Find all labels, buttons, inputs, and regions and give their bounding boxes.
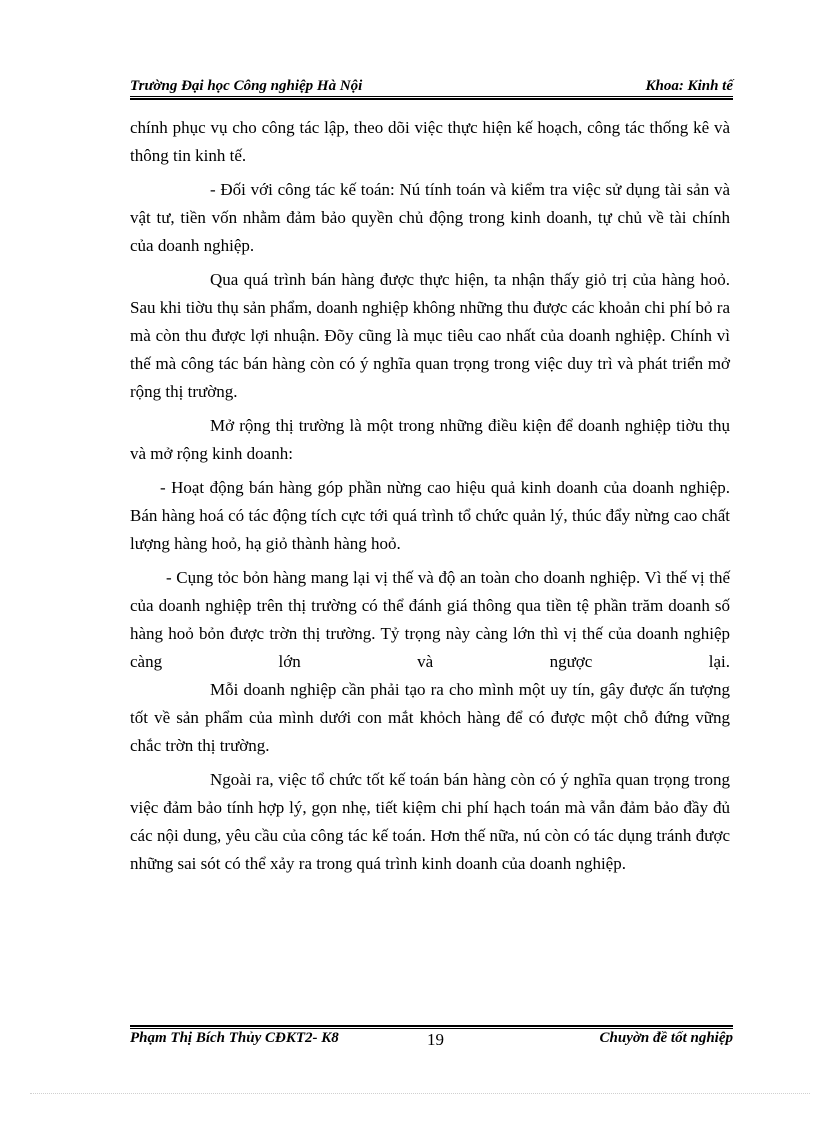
- page-bottom-divider: [30, 1093, 810, 1094]
- header-rule-thin: [130, 96, 733, 97]
- footer-rule-thick: [130, 1025, 733, 1027]
- paragraph-4: Mở rộng thị trường là một trong những điều kiện để doanh nghiệp tiờu thụ và mở rộng kinh doanh:: [130, 416, 730, 463]
- header-school-name: Trường Đại học Công nghiệp Hà Nội: [130, 78, 363, 94]
- paragraph-3: Qua quá trình bán hàng được thực hiện, ta nhận thấy giỏ trị của hàng hoỏ. Sau khi tiờu thụ sản phẩm, doanh nghiệp không những thu được các khoản chi phí bỏ ra mà còn thu được lợi nhuận. Đõy cũng là mục tiêu cao nhất của doanh nghiệp. Chính vì thế mà công tác bán hàng còn có ý nghĩa quan trọng trong việc duy trì và phát triển mở rộng thị trường.: [130, 270, 730, 401]
- paragraph-5: - Hoạt động bán hàng góp phần nừng cao hiệu quả kinh doanh của doanh nghiệp. Bán hàng hoá có tác động tích cực tới quá trình tổ chức quản lý, thúc đẩy nừng cao chất lượng hàng hoỏ, hạ giỏ thành hàng hoỏ.: [130, 478, 730, 553]
- footer-document-type: Chuyờn đề tốt nghiệp: [599, 1030, 733, 1046]
- paragraph-2: - Đối với công tác kế toán: Nú tính toán và kiểm tra việc sử dụng tài sản và vật tư, tiền vốn nhằm đảm bảo quyền chủ động trong kinh doanh, tự chủ về tài chính của doanh nghiệp.: [130, 180, 730, 255]
- footer-author: Phạm Thị Bích Thủy CĐKT2- K8: [130, 1030, 339, 1046]
- page-footer: [130, 1030, 733, 1052]
- header-rule-thick: [130, 98, 733, 100]
- page-number: 19: [427, 1030, 444, 1049]
- page-header: [130, 76, 733, 98]
- paragraph-6: - Cụng tỏc bỏn hàng mang lại vị thế và độ an toàn cho doanh nghiệp. Vì thế vị thế của doanh nghiệp trên thị trường có thể đánh giá thông qua tiền tệ phần trăm doanh số hàng hoỏ bỏn được trờn thị trường. Tỷ trọng này càng lớn thì vị thế của doanh nghiệp càng lớn và ngược lại.: [130, 568, 730, 671]
- document-body: [130, 114, 730, 878]
- paragraph-8: Ngoài ra, việc tổ chức tốt kế toán bán hàng còn có ý nghĩa quan trọng trong việc đảm bảo tính hợp lý, gọn nhẹ, tiết kiệm chi phí hạch toán mà vẫn đảm bảo đầy đủ các nội dung, yêu cầu của công tác kế toán. Hơn thế nữa, nú còn có tác dụng tránh được những sai sót có thể xảy ra trong quá trình kinh doanh của doanh nghiệp.: [130, 770, 730, 873]
- footer-rule-thin: [130, 1028, 733, 1029]
- paragraph-7: Mỗi doanh nghiệp cần phải tạo ra cho mình một uy tín, gây được ấn tượng tốt về sản phẩm của mình dưới con mắt khỏch hàng để có được một chỗ đứng vững chắc trờn thị trường.: [130, 680, 730, 755]
- paragraph-1: chính phục vụ cho công tác lập, theo dõi việc thực hiện kế hoạch, công tác thống kê và thông tin kinh tế.: [130, 118, 730, 165]
- header-faculty: Khoa: Kinh tế: [645, 78, 733, 94]
